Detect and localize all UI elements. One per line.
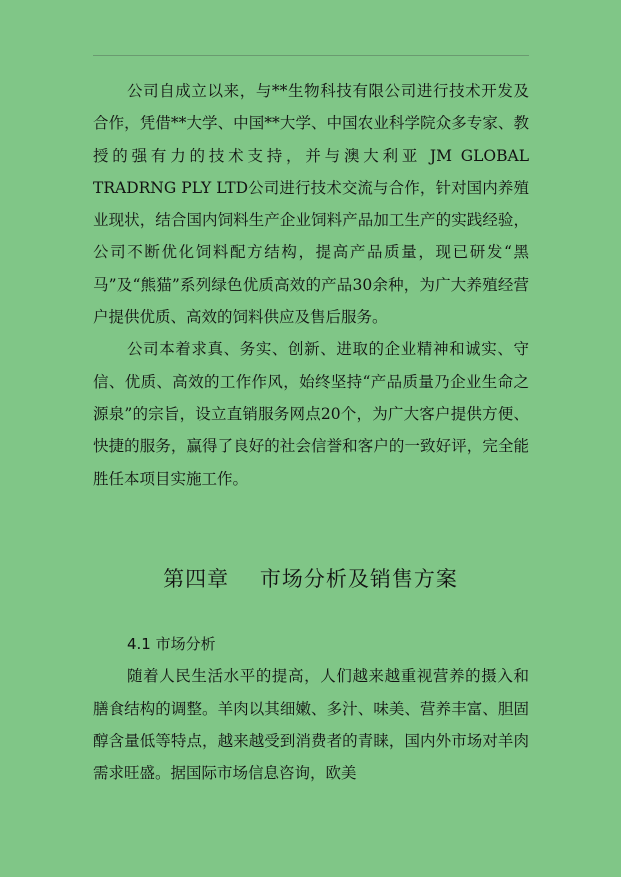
paragraph-company-cooperation: 公司自成立以来，与**生物科技有限公司进行技术开发及合作，凭借**大学、中国**大学、中国农业科学院众多专家、教授的强有力的技术支持，并与澳大利亚 JM GLOBAL TRADRNG PLY LTD公司进行技术交流与合作，针对国内养殖业现状，结合国内饲料生产企业饲料产品加工生产的实践经验，公司不断优化饲料配方结构，提高产品质量，现已研发“黑马”及“熊猫”系列绿色优质高效的产品30余种，为广大养殖经营户提供优质、高效的饲料供应及售后服务。 [93,82,529,327]
market-analysis-section [93,628,529,789]
company-intro-text [93,75,529,495]
section-heading: 4.1 市场分析 [127,635,216,653]
header-rule [93,55,529,56]
paragraph-company-spirit: 公司本着求真、务实、创新、进取的企业精神和诚实、守信、优质、高效的工作作风，始终坚持“产品质量乃企业生命之源泉”的宗旨，设立直销服务网点20个，为广大客户提供方便、快捷的服务，赢得了良好的社会信誉和客户的一致好评，完全能胜任本项目实施工作。 [93,340,529,488]
chapter-title: 第四章 市场分析及销售方案 [163,567,458,591]
paragraph-market-analysis: 随着人民生活水平的提高，人们越来越重视营养的摄入和膳食结构的调整。羊肉以其细嫩、多汁、味美、营养丰富、胆固醇含量低等特点，越来越受到消费者的青睐，国内外市场对羊肉需求旺盛。据国际市场信息咨询，欧美 [93,667,529,783]
